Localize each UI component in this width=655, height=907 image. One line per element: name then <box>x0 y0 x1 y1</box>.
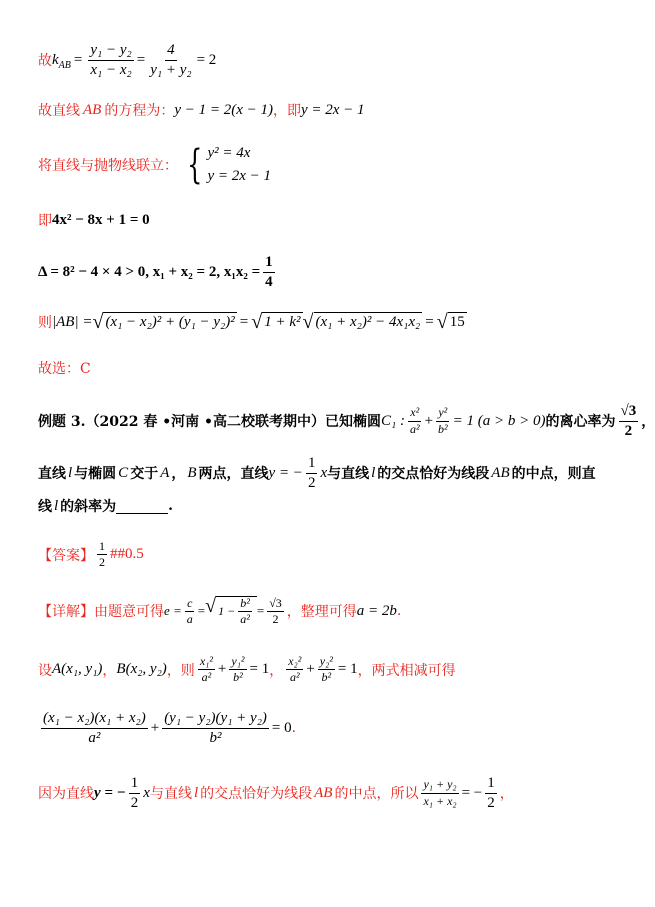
equals-zero: = 0 <box>271 719 292 736</box>
row-2: y = 2x − 1 <box>207 168 272 184</box>
result: = 2 <box>196 51 217 68</box>
plus-2: + <box>306 661 315 678</box>
half: $\frac{1}{2}$ <box>130 775 139 811</box>
point-a: A(x₁, y₁) <box>52 661 103 678</box>
chord-length-line <box>38 312 622 332</box>
row-1: y² = 4x <box>207 145 251 161</box>
answer-fraction: $\frac{1}{2}$ <box>99 539 105 570</box>
t3: ，则 <box>166 662 195 679</box>
equals-neg: = − <box>461 784 483 801</box>
c-over-a: $\frac{c}{a}$ <box>186 595 193 626</box>
text: 故选：C <box>38 361 91 377</box>
plus: + <box>424 412 434 429</box>
brace: { <box>187 142 203 188</box>
t5: 两点，直线 <box>198 466 269 482</box>
line-equation <box>38 100 622 120</box>
text: 例题 3.（2022 春 •河南 •高二校联考期中）已知椭圆 <box>38 414 381 430</box>
equals: = <box>197 603 206 619</box>
example-question <box>38 496 622 516</box>
x-symbol: x <box>320 464 328 481</box>
t3: . <box>168 498 174 514</box>
equals-2: = <box>136 51 146 68</box>
diff-frac-1: $\frac{\text{(x₁ − x₂)(x₁ + x₂)}}{\text{a²}}$ <box>43 710 146 746</box>
t1: 线 <box>38 499 52 515</box>
y-eq: y = − <box>268 464 303 481</box>
ab-abs: |AB| = <box>52 313 93 330</box>
example-body <box>38 455 622 491</box>
midpoint-line <box>38 775 622 811</box>
t2: ， <box>102 662 117 679</box>
y-eq: y = − <box>94 784 126 801</box>
b-symbol: B <box>187 464 197 481</box>
therefore-text: 故 <box>38 53 52 69</box>
f4: $\frac{\text{y₂²}}{\text{b²}}$ <box>319 654 333 685</box>
equals: = <box>239 313 249 330</box>
t2: ，整理可得 <box>286 604 357 621</box>
ratio: $\frac{\text{y₁ + y₂}}{\text{x₁ + x₂}}$ <box>423 777 457 808</box>
text: 将直线与抛物线联立： <box>38 158 178 174</box>
tail: ， <box>641 414 655 430</box>
x-symbol: x <box>143 784 150 801</box>
t5: ， <box>499 786 514 802</box>
f2: $\frac{\text{y₁²}}{\text{b²}}$ <box>231 654 245 685</box>
t7: 的交点恰好为线段 <box>377 466 490 482</box>
t6: 与直线 <box>327 466 370 482</box>
t4: ， <box>269 662 284 679</box>
t3: 的交点恰好为线段 <box>200 786 313 802</box>
sqrt-4: √ 15 <box>436 311 465 333</box>
text: 则 <box>38 315 52 331</box>
t1: 由题意可得 <box>94 604 164 621</box>
sqrt3-over-2: $\frac{√3}{2}$ <box>269 595 282 626</box>
f1: $\frac{\text{x₁²}}{\text{a²}}$ <box>199 654 213 685</box>
equals: = <box>73 51 83 68</box>
system-line <box>38 142 622 188</box>
difference-line <box>38 710 622 746</box>
equation-system <box>182 142 272 188</box>
equation: Δ = 8² − 4 × 4 > 0, x₁ + x₂ = 2, x₁x₂ = <box>38 263 261 280</box>
t3: 交于 <box>130 466 159 482</box>
plus-1: + <box>217 661 227 678</box>
t1: 直线 <box>38 466 66 482</box>
equals-2: = <box>256 603 265 619</box>
fraction-2: $\frac{4}{\text{y₁ + y₂}}$ <box>150 42 192 78</box>
points-line <box>38 655 622 684</box>
neg-half: $\frac{1}{2}$ <box>487 775 495 811</box>
sqrt-2: √ 1 + k² <box>251 311 301 333</box>
t1: 因为直线 <box>38 786 94 802</box>
t3: . <box>396 603 402 620</box>
text-mid: 的方程为： <box>104 103 175 119</box>
equals-2: = <box>425 313 434 330</box>
detail-line <box>38 596 622 626</box>
equation: 4x² − 8x + 1 = 0 <box>52 211 150 228</box>
k-symbol: $k_{AB}$ <box>52 51 71 71</box>
c1-label: C₁ : <box>380 412 405 429</box>
t2: 与椭圆 <box>74 466 117 482</box>
answer-tag: 【答案】 <box>38 547 94 564</box>
frac-y: $\frac{\text{y²}}{\text{b²}}$ <box>438 405 448 436</box>
half: $\frac{1}{2}$ <box>307 455 316 491</box>
ab-symbol: AB <box>314 784 333 801</box>
l-symbol: l <box>68 464 73 481</box>
ab-symbol: AB <box>491 464 510 481</box>
sqrt-1: √ (x₁ − x₂)² + (y₁ − y₂)² <box>92 311 235 333</box>
sqrt-expr: √ 1 − $\frac{\text{b²}}{\text{a²}}$ <box>205 596 257 626</box>
equation-1: y − 1 = 2(x − 1) <box>174 101 273 118</box>
f3: $\frac{\text{x₂²}}{\text{a²}}$ <box>288 654 302 685</box>
t2: 与直线 <box>149 786 192 802</box>
t8: 的中点，则直 <box>511 466 596 482</box>
condition: = 1 (a > b > 0) <box>452 412 546 429</box>
result: a = 2b <box>356 602 397 619</box>
a-symbol: A <box>160 464 170 481</box>
answer-line <box>38 540 622 569</box>
e-eq: e = <box>164 603 182 619</box>
frac-x: $\frac{\text{x²}}{\text{a²}}$ <box>409 405 420 436</box>
point-b: B(x₂, y₂) <box>116 661 167 678</box>
l-symbol-2: l <box>371 464 376 481</box>
equation-2: y = 2x − 1 <box>301 101 365 118</box>
text: 故直线 <box>38 103 80 119</box>
l-symbol: l <box>193 784 199 801</box>
sep: ，即 <box>273 103 301 119</box>
diff-frac-2: $\frac{\text{(y₁ − y₂)(y₁ + y₂)}}{\text{b²}}$ <box>164 710 267 746</box>
fraction-1: $\frac{\text{y₁ − y₂}}{\text{x₁ − x₂}}$ <box>90 42 132 78</box>
t2: 的斜率为 <box>60 499 117 515</box>
t5: ，两式相减可得 <box>357 662 456 679</box>
plus: + <box>150 719 160 736</box>
sqrt-3: √ (x₁ + x₂)² − 4x₁x₂ <box>302 311 421 333</box>
period: . <box>291 720 297 736</box>
answer-choice <box>38 358 622 378</box>
c-symbol: C <box>118 464 129 481</box>
answer-alt: ##0.5 <box>110 546 144 563</box>
example-title <box>38 403 655 439</box>
text-2: 的离心率为 <box>545 414 616 430</box>
eq-1: = 1 <box>249 661 270 678</box>
t1: 设 <box>38 662 52 679</box>
t4: 的中点，所以 <box>334 786 419 802</box>
slope-line <box>38 42 622 78</box>
fraction: $\frac{1}{4}$ <box>265 254 273 290</box>
ab-label: AB <box>83 101 102 118</box>
eccentricity: $\frac{√3}{2}$ <box>620 403 637 439</box>
l-symbol: l <box>54 497 59 514</box>
text: 即 <box>38 213 52 229</box>
quadratic-line <box>38 210 622 230</box>
detail-tag: 【详解】 <box>38 604 94 621</box>
t4: ， <box>171 466 186 482</box>
discriminant-line <box>38 254 622 290</box>
eq-2: = 1 <box>337 661 358 678</box>
answer-blank <box>116 499 168 514</box>
